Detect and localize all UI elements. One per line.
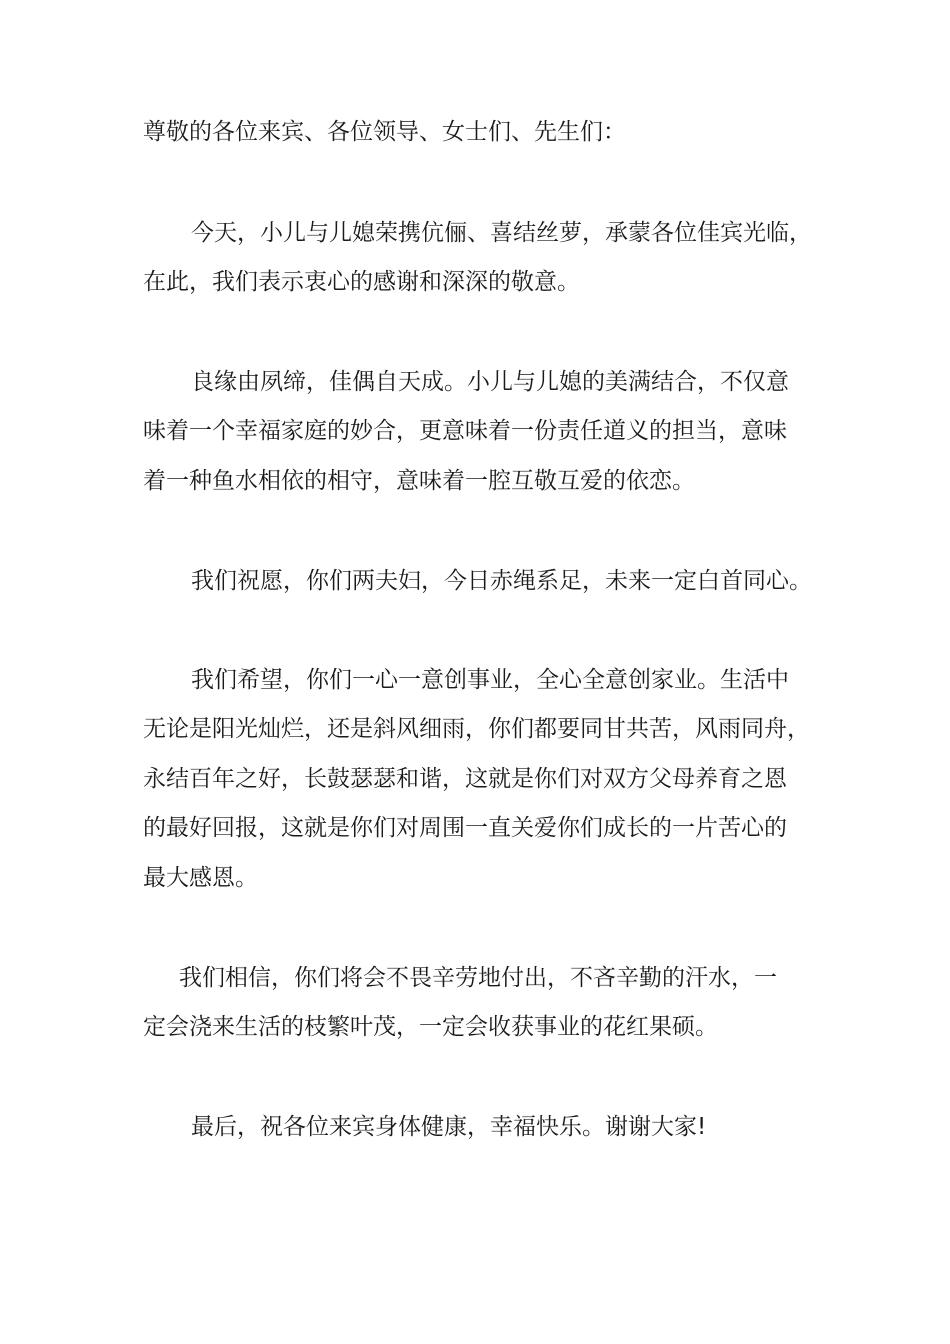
paragraph-6-line-1: 最后，祝各位来宾身体健康，幸福快乐。谢谢大家!: [191, 1114, 707, 1140]
paragraph-4-line-4: 的最好回报，这就是你们对周围一直关爱你们成长的一片苦心的: [143, 815, 787, 841]
paragraph-2-line-3: 着一种鱼水相依的相守，意味着一腔互敬互爱的依恋。: [143, 468, 695, 494]
paragraph-1-line-2: 在此，我们表示衷心的感谢和深深的敬意。: [143, 269, 580, 295]
paragraph-4-line-3: 永结百年之好，长鼓瑟瑟和谐，这就是你们对双方父母养育之恩: [143, 766, 787, 792]
paragraph-2-line-1: 良缘由夙缔，佳偶自天成。小儿与儿媳的美满结合，不仅意: [191, 369, 789, 395]
paragraph-5-line-2: 定会浇来生活的枝繁叶茂，一定会收获事业的花红果硕。: [143, 1014, 718, 1040]
paragraph-3-line-1: 我们祝愿，你们两夫妇，今日赤绳系足，未来一定白首同心。: [191, 568, 812, 594]
paragraph-1-line-1: 今天，小儿与儿媳荣携伉俪、喜结丝萝，承蒙各位佳宾光临，: [191, 220, 812, 246]
paragraph-4-line-5: 最大感恩。: [143, 865, 258, 891]
paragraph-4-line-1: 我们希望，你们一心一意创事业，全心全意创家业。生活中: [191, 667, 789, 693]
paragraph-4-line-2: 无论是阳光灿烂，还是斜风细雨，你们都要同甘共苦，风雨同舟，: [143, 716, 810, 742]
paragraph-5-line-1: 我们相信，你们将会不畏辛劳地付出，不吝辛勤的汗水，一: [179, 965, 777, 991]
greeting-line: 尊敬的各位来宾、各位领导、女士们、先生们：: [143, 119, 626, 145]
paragraph-2-line-2: 味着一个幸福家庭的妙合，更意味着一份责任道义的担当，意味: [143, 418, 787, 444]
